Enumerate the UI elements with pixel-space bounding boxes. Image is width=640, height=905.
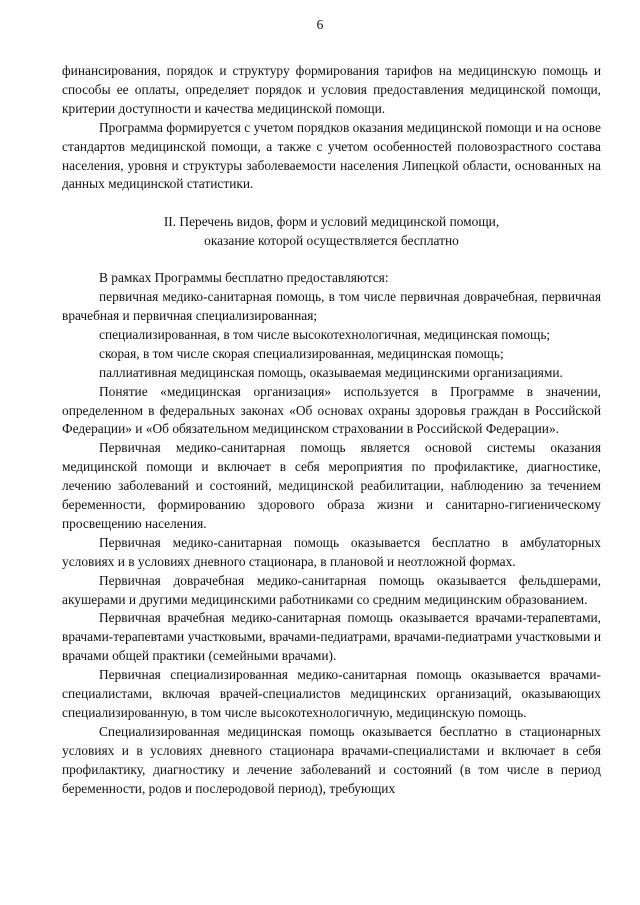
paragraph: Первичная врачебная медико-санитарная помощь оказывается врачами-терапевтами, врачами-терапевтами участковыми, врачами-педиатрами, врачами-педиатрами участковыми и врачами общей практики (семейными врачами). [62, 610, 601, 664]
list-item: скорая, в том числе скорая специализированная, медицинская помощь; [99, 345, 504, 361]
paragraph: Специализированная медицинская помощь оказывается бесплатно в стационарных условиях и в условиях дневного стационара врачами-специалистами и включает в себя профилактику, диагностику и лечение заболеваний и состояний (в том числе в период беременности, родов и послеродовой период), требующих [62, 723, 601, 796]
document-body [62, 62, 601, 799]
list-item: паллиативная медицинская помощь, оказываемая медицинскими организациями. [99, 364, 563, 380]
section-heading-line-1: II. Перечень видов, форм и условий медицинской помощи, [163, 214, 500, 230]
paragraph: финансирования, порядок и структуру формирования тарифов на медицинскую помощь и способы ее оплаты, определяет порядок и условия предоставления медицинской помощи, критерии доступности и качества медицинской помощи. [62, 63, 601, 116]
paragraph: Программа формируется с учетом порядков оказания медицинской помощи и на основе стандартов медицинской помощи, а также с учетом особенностей половозрастного состава населения, уровня и структуры заболеваемости населения Липецкой области, основанных на данных медицинской статистики. [62, 119, 601, 192]
list-item: первичная медико-санитарная помощь, в том числе первичная доврачебная, первичная врачебная и первичная специализированная; [62, 289, 601, 323]
paragraph: Первичная медико-санитарная помощь является основой системы оказания медицинской помощи и включает в себя мероприятия по профилактике, диагностике, лечению заболеваний и состояний, медицинской реабилитации, наблюдению за течением беременности, формированию здорового образа жизни и санитарно-гигиеническому просвещению населения. [62, 440, 601, 531]
page-number: 6 [316, 17, 324, 32]
list-item: специализированная, в том числе высокотехнологичная, медицинская помощь; [99, 326, 551, 342]
paragraph: Первичная специализированная медико-санитарная помощь оказывается врачами-специалистами, включая врачей-специалистов медицинских организаций, оказывающих специализированную, в том числе высокотехнологичную, медицинскую помощь. [62, 667, 601, 720]
paragraph: В рамках Программы бесплатно предоставляются: [99, 270, 389, 286]
section-heading-line-2: оказание которой осуществляется бесплатно [204, 233, 459, 249]
section-heading [62, 213, 601, 251]
paragraph: Понятие «медицинская организация» используется в Программе в значении, определенном в федеральных законах «Об основах охраны здоровья граждан в Российской Федерации» и «Об обязательном медицинском страховании в Российской Федерации». [62, 383, 601, 437]
paragraph: Первичная доврачебная медико-санитарная помощь оказывается фельдшерами, акушерами и другими медицинскими работниками со средним медицинским образованием. [62, 572, 601, 607]
paragraph: Первичная медико-санитарная помощь оказывается бесплатно в амбулаторных условиях и в условиях дневного стационара, в плановой и неотложной формах. [62, 534, 601, 569]
